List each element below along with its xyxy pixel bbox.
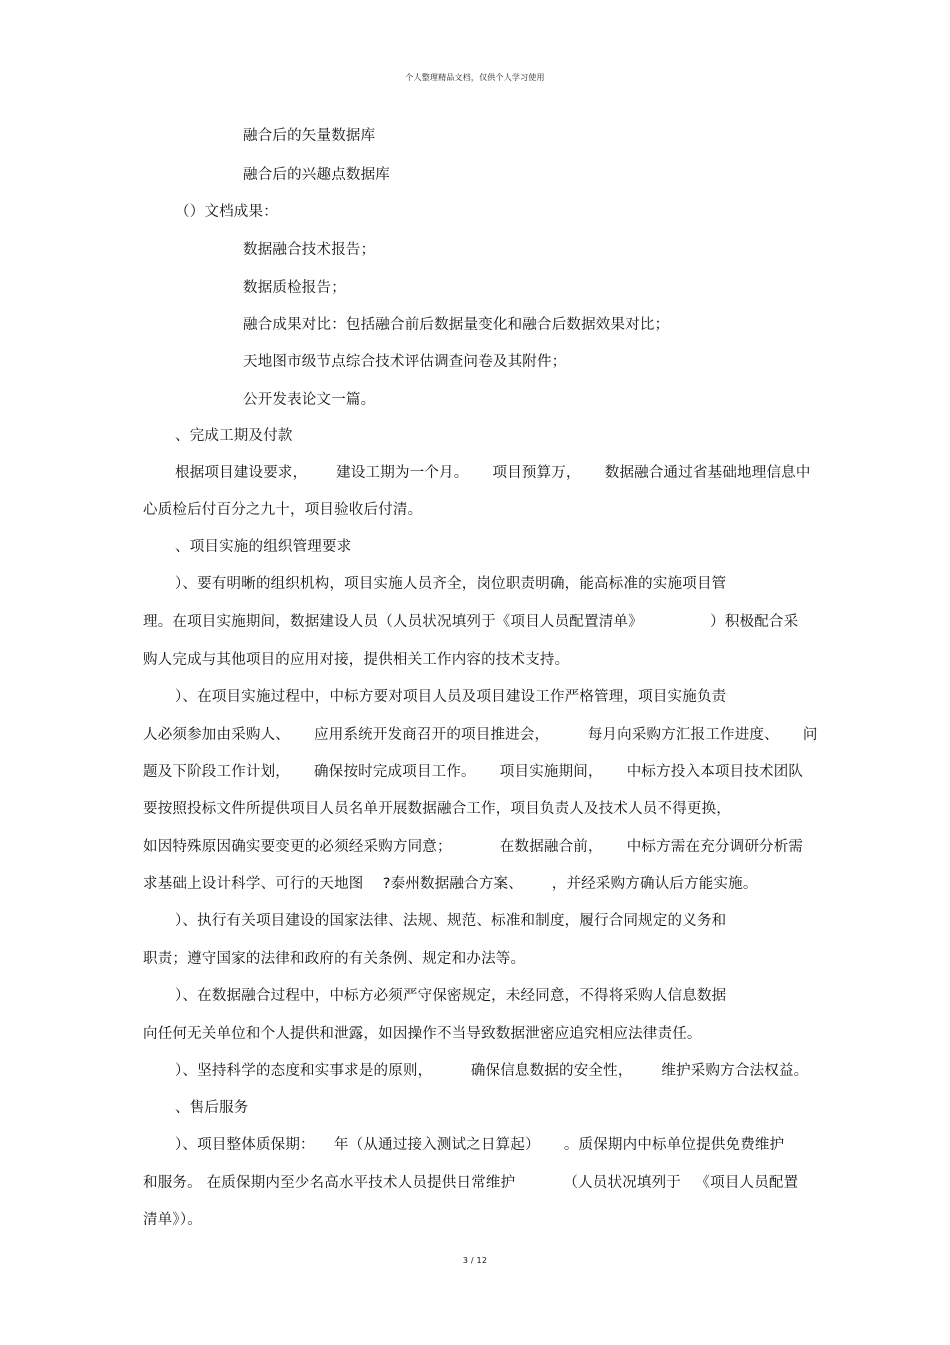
text-line: ）、项目整体质保期： 年（从通过接入测试之日算起） 。质保期内中标单位提供免费维护 bbox=[175, 1137, 785, 1153]
text-line: 融合后的兴趣点数据库 bbox=[243, 167, 390, 183]
text-line: 数据融合技术报告； bbox=[243, 242, 376, 258]
text-line: 理。在项目实施期间，数据建设人员（人员状况填列于《项目人员配置清单》 ）积极配合采 bbox=[143, 614, 799, 630]
text-line: 向任何无关单位和个人提供和泄露，如因操作不当导致数据泄密应追究相应法律责任。 bbox=[143, 1026, 702, 1042]
text-line: 要按照投标文件所提供项目人员名单开展数据融合工作，项目负责人及技术人员不得更换， bbox=[143, 801, 731, 817]
page-header: 个人整理精品文档，仅供个人学习使用 bbox=[405, 73, 545, 82]
text-line: 求基础上设计科学、可行的天地图 ?泰州数据融合方案、 ，并经采购方确认后方能实施。 bbox=[143, 876, 758, 892]
text-line: 如因特殊原因确实要变更的必须经采购方同意； 在数据融合前， 中标方需在充分调研分析需 bbox=[143, 839, 804, 855]
text-line: 题及下阶段工作计划， 确保按时完成项目工作。 项目实施期间， 中标方投入本项目技术团队 bbox=[143, 764, 804, 780]
text-line: ）、要有明晰的组织机构，项目实施人员齐全，岗位职责明确，能高标准的实施项目管 bbox=[175, 576, 727, 592]
text-line: 职责；遵守国家的法律和政府的有关条例、规定和办法等。 bbox=[143, 951, 526, 967]
text-line: ）、执行有关项目建设的国家法律、法规、规范、标准和制度，履行合同规定的义务和 bbox=[175, 913, 727, 929]
text-line: 融合后的矢量数据库 bbox=[243, 128, 376, 144]
text-line: 购人完成与其他项目的应用对接，提供相关工作内容的技术支持。 bbox=[143, 652, 570, 668]
text-line: 清单》）。 bbox=[143, 1212, 202, 1228]
text-line: 数据质检报告； bbox=[243, 280, 346, 296]
text-line: ）、在数据融合过程中，中标方必须严守保密规定，未经同意，不得将采购人信息数据 bbox=[175, 988, 727, 1004]
text-line: 公开发表论文一篇。 bbox=[243, 392, 376, 408]
text-line: ）、在项目实施过程中，中标方要对项目人员及项目建设工作严格管理，项目实施负责 bbox=[175, 689, 727, 705]
section-heading: 、售后服务 bbox=[175, 1100, 249, 1116]
text-line: 根据项目建设要求， 建设工期为一个月。 项目预算万， 数据融合通过省基础地理信息中 bbox=[175, 465, 811, 481]
text-line: ）、坚持科学的态度和实事求是的原则， 确保信息数据的安全性， 维护采购方合法权益。 bbox=[175, 1063, 809, 1079]
section-heading: 、完成工期及付款 bbox=[175, 428, 293, 444]
page-number: 3 / 12 bbox=[462, 1256, 488, 1265]
text-line: 人必须参加由采购人、 应用系统开发商召开的项目推进会， 每月向采购方汇报工作进度、 问 bbox=[143, 727, 818, 743]
text-line: （）文档成果： bbox=[175, 204, 278, 220]
text-line: 天地图市级节点综合技术评估调查问卷及其附件； bbox=[243, 354, 567, 370]
text-line: 融合成果对比：包括融合前后数据量变化和融合后数据效果对比； bbox=[243, 317, 670, 333]
text-line: 和服务。 在质保期内至少名高水平技术人员提供日常维护 （人员状况填列于 《项目人员配置 bbox=[143, 1175, 799, 1191]
text-line: 心质检后付百分之九十，项目验收后付清。 bbox=[143, 502, 423, 518]
section-heading: 、项目实施的组织管理要求 bbox=[175, 539, 352, 555]
